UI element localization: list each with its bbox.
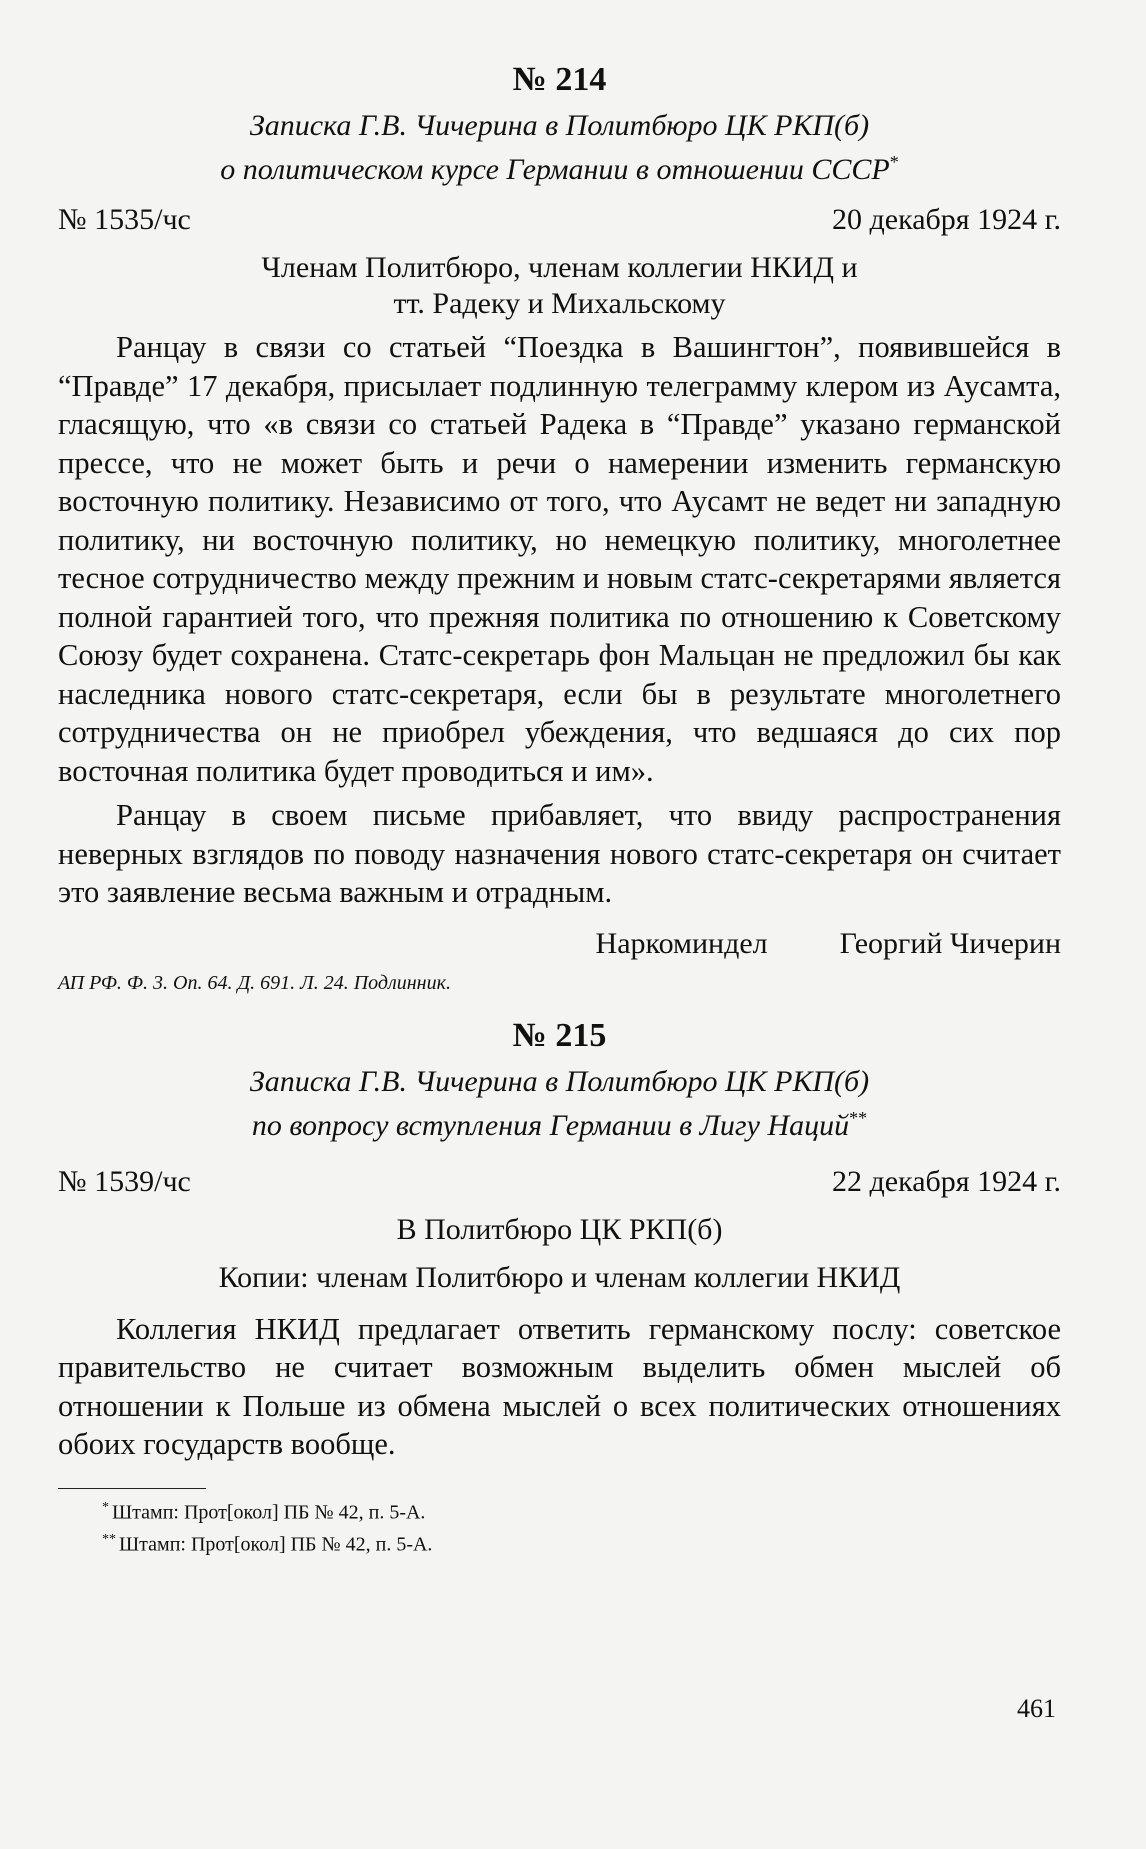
footnote (58, 1495, 1061, 1526)
paragraph: Коллегия НКИД предлагает ответить германскому послу: советское правительство не считает возможным выделить обмен мыслей об отношении к Польше из обмена мыслей о всех политических отношениях обоих государств вообще. (58, 1311, 1061, 1461)
document-reference: № 1535/чс (58, 203, 191, 236)
footnote-text: Штамп: Прот[окол] ПБ № 42, п. 5-А. (112, 1501, 426, 1524)
title-line: Записка Г.В. Чичерина в Политбюро ЦК РКП(б) (249, 109, 870, 142)
footnote-mark: ** (102, 1532, 116, 1548)
signer-name: Георгий Чичерин (839, 926, 1061, 960)
document-reference: № 1539/чс (58, 1164, 191, 1198)
signer-position: Наркоминдел (595, 926, 768, 960)
document-title-214 (58, 108, 1061, 188)
title-line: Записка Г.В. Чичерина в Политбюро ЦК РКП(б) (249, 1064, 870, 1098)
page-number: 461 (1017, 1694, 1056, 1723)
footnote-mark: * (889, 152, 899, 172)
footnote-divider (58, 1488, 206, 1489)
document-date: 20 декабря 1924 г. (832, 203, 1061, 236)
addressee-line: Членам Политбюро, членам коллегии НКИД и (261, 251, 858, 284)
document-number-215: № 215 (512, 1016, 607, 1054)
document-number-214: № 214 (512, 61, 607, 98)
document-title-215 (58, 1064, 1061, 1144)
archive-reference: АП РФ. Ф. 3. Оп. 64. Д. 691. Л. 24. Подлинник. (58, 971, 451, 994)
addressee-line: Копии: членам Политбюро и членам коллегии НКИД (218, 1260, 901, 1294)
footnote-mark: * (102, 1499, 109, 1515)
document-page (58, 52, 1061, 1558)
document-meta-215 (58, 1164, 1061, 1200)
title-line: по вопросу вступления Германии в Лигу Наций** (251, 1107, 868, 1142)
document-date: 22 декабря 1924 г. (832, 1164, 1061, 1198)
addressee-line: тт. Радеку и Михальскому (393, 287, 726, 320)
signature (58, 926, 1061, 962)
document-meta-214 (58, 202, 1061, 238)
addressee-line: В Политбюро ЦК РКП(б) (396, 1212, 723, 1246)
addressee-214 (58, 250, 1061, 322)
addressee-215 (58, 1212, 1061, 1296)
title-line: о политическом курсе Германии в отношении СССР* (220, 152, 899, 186)
paragraph: Ранцау в своем письме прибавляет, что ввиду распространения неверных взглядов по поводу назначения нового статс-секретаря он считает это заявление весьма важным и отрадным. (58, 798, 1061, 909)
footnote-mark: ** (849, 1107, 868, 1128)
footnote (58, 1527, 1061, 1558)
paragraph: Ранцау в связи со статьей “Поездка в Вашингтон”, появившейся в “Правде” 17 декабря, присылает подлинную телеграмму клером из Аусамта, гласящую, что «в связи со статьей Радека в “Правде” указано германской прессе, что не может быть и речи о намерении изменить германскую восточную политику. Независимо от того, что Аусамт не ведет ни западную политику, ни восточную политику, но немецкую политику, многолетнее тесное сотрудничество между прежним и новым статс-секретарями является полной гарантией того, что прежняя политика по отношению к Советскому Союзу будет сохранена. Статс-секретарь фон Мальцан не предложил бы как наследника нового статс-секретаря, если бы в результате многолетнего сотрудничества он не приобрел убеждения, что ведшаяся до сих пор восточная политика будет проводиться и им». (58, 330, 1061, 788)
footnote-text: Штамп: Прот[окол] ПБ № 42, п. 5-А. (119, 1533, 433, 1556)
